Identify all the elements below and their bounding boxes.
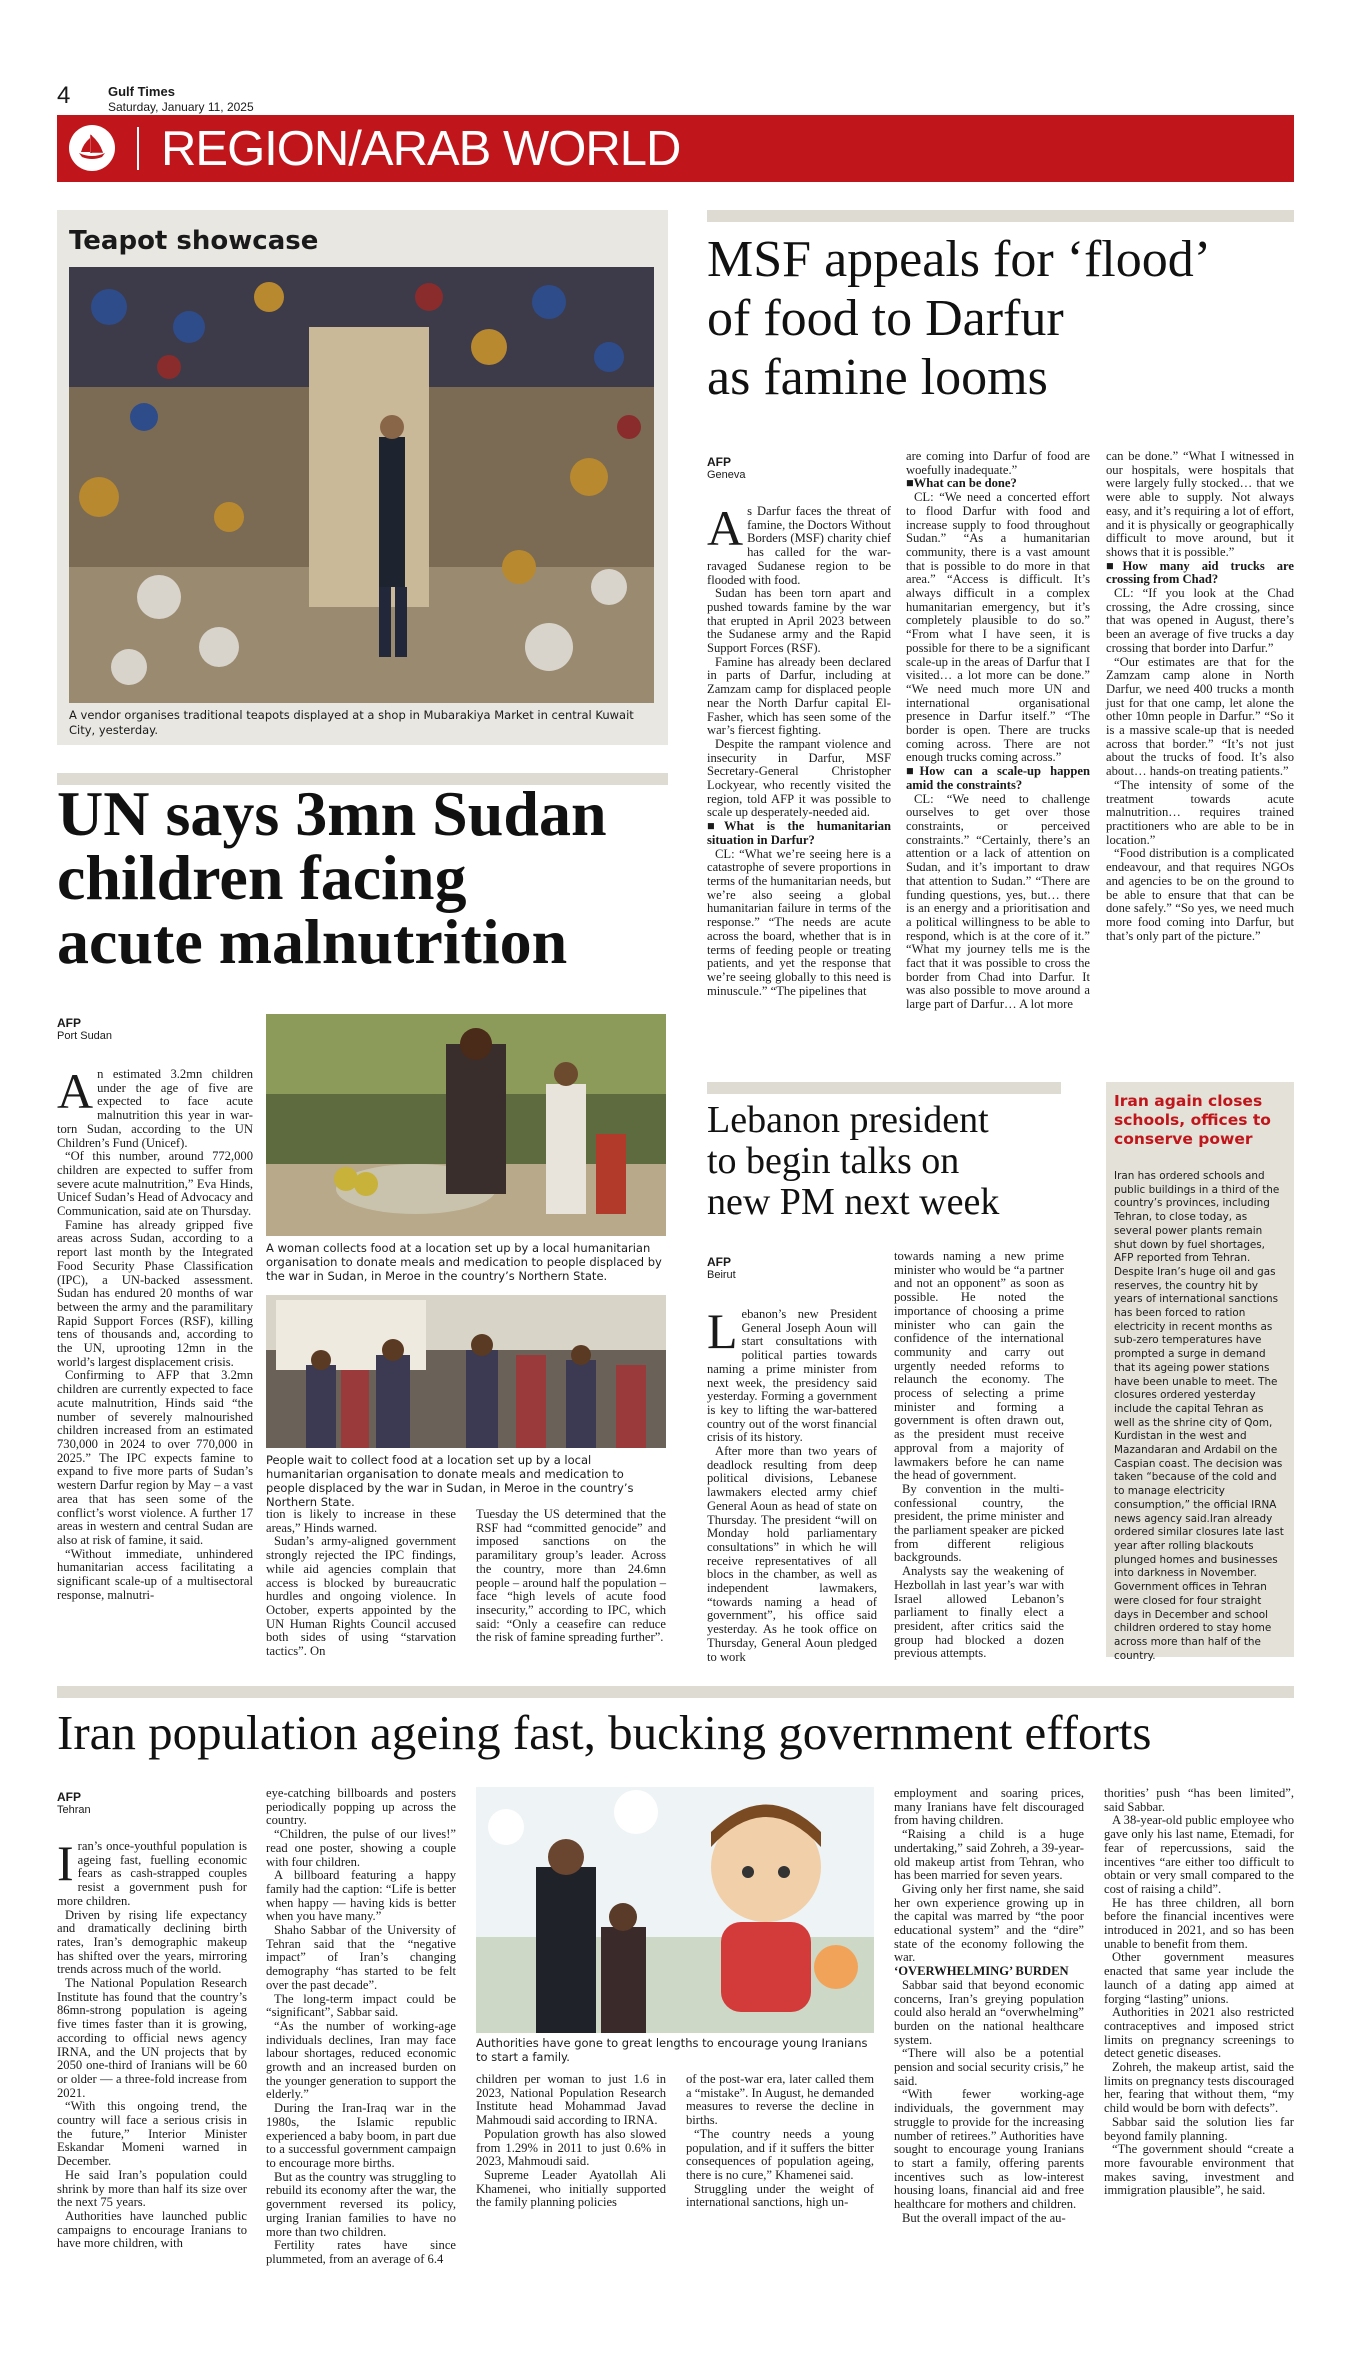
iran-pop-para: “Raising a child is a huge undertaking,” said Zohreh, a 39-year-old makeup artist from Tehran, who has been married for seven years.	[894, 1827, 1084, 1883]
sudan-food-photo-1	[266, 1014, 666, 1236]
msf-subhead: ■What is the humanitarian situation in Darfur?	[707, 819, 891, 847]
iran-pop-para: eye-catching billboards and posters periodically popping up across the country.	[266, 1786, 456, 1828]
iran-pop-para: But as the country was struggling to rebuild its economy after the war, the government reversed its policy, urging Iranian families to have no more than two children.	[266, 2169, 456, 2239]
un-dateline: Port Sudan	[57, 1030, 113, 1042]
iran-pop-agency: AFP	[57, 1790, 81, 1804]
sudan-food-photo-2	[266, 1295, 666, 1448]
un-para: “Without immediate, unhindered humanitarian access facilitating a significant scale-up of a multisectoral response, malnutri-	[57, 1546, 253, 1602]
iran-pop-para: During the Iran-Iraq war in the 1980s, the Islamic republic experienced a baby boom, in part due to a successful government campaign to encourage more births.	[266, 2101, 456, 2170]
section-banner	[57, 115, 1294, 182]
iran-pop-column-5	[894, 1787, 1084, 2226]
un-para: tion is likely to increase in these areas,” Hinds warned.	[266, 1507, 456, 1535]
un-para: “Of this number, around 772,000 children are expected to suffer from severe acute malnutrition,” Eva Hinds, Unicef Sudan’s Head of Advocacy and Communication, said ate on Thursday.	[57, 1149, 253, 1219]
iran-pop-para: “There will also be a potential pension and social security crisis,” he said.	[894, 2046, 1084, 2088]
sudan-photo-caption-2: People wait to collect food at a location set up by a local humanitarian organisation to donate meals and medication to people displaced by the war in Sudan, in Meroe in the country’s Northern State.	[266, 1453, 634, 1509]
msf-para: are coming into Darfur of food are woefully inadequate.”	[906, 449, 1090, 477]
msf-para: CL: “If you look at the Chad crossing, the Adre crossing, since that was opened in August, there’s been an average of five trucks a day crossing that border into Darfur.”	[1106, 586, 1294, 655]
un-para: n estimated 3.2mn children under the age of five are expected to face acute malnutrition this year in war-torn Sudan, according to the UN Children’s Fund (Unicef).	[57, 1067, 253, 1150]
un-column-3	[476, 1508, 666, 1645]
msf-para: “The intensity of some of the treatment towards acute malnutrition… requires trained practitioners who are able to be in location.”	[1106, 777, 1294, 847]
drop-cap: A	[707, 500, 744, 556]
un-headline-line: children facing	[57, 842, 467, 913]
drop-cap: I	[57, 1835, 74, 1891]
iran-pop-para: children per woman to just 1.6 in 2023, National Population Research Institute head Mohammad Javad Mahmoudi said according to IRNA.	[476, 2072, 666, 2128]
drop-cap: A	[57, 1063, 94, 1119]
iran-pop-column-3	[476, 2073, 666, 2210]
iran-mural-caption: Authorities have gone to great lengths to encourage young Iranians to start a family.	[476, 2036, 868, 2064]
msf-para: CL: “What we’re seeing here is a catastrophe of severe proportions in terms of the humanitarian needs, but we’re also seeing a global humanitarian failure in terms of the response.” “The needs are acute across the board, whether that is in terms of feeding people or treating patients, and yet the response that we’re seeing globally to this need is minuscule.” “The pipelines that	[707, 846, 891, 998]
iran-pop-para: The National Population Research Institute has found that the country’s 86mn-strong population is ageing five times faster than it is growing, according to official news agency IRNA, and the UN projects that by 2050 one-third of Iranians will be 60 or older — a three-fold increase from 2021.	[57, 1976, 247, 2100]
msf-top-rule	[707, 210, 1294, 222]
msf-column-3	[1106, 450, 1294, 943]
iran-pop-para: thorities’ push “has been limited”, said Sabbar.	[1104, 1786, 1294, 1814]
lebanon-para: By convention in the multi-confessional country, the president, the prime minister and the parliament speaker are picked from different religious backgrounds.	[894, 1481, 1064, 1565]
lebanon-headline	[707, 1100, 1067, 1223]
un-headline	[57, 778, 677, 977]
iran-pop-para: “With fewer working-age individuals, the government may struggle to provide for the increasing number of retirees.” Authorities have sought to encourage young Iranians to start a family, offering parents incentives such as low-interest housing loans, financial aid and free healthcare for mothers and children.	[894, 2087, 1084, 2212]
msf-column-2	[906, 450, 1090, 1012]
teapot-market-photo	[69, 267, 654, 703]
lebanon-para: After more than two years of deadlock resulting from deep political divisions, Lebanese lawmakers elected army chief General Aoun as head of state on Thursday. The president “will on Monday hold parliamentary consultations” in which he will receive representatives of all blocs in the chamber, as well as independent lawmakers, “towards naming a head of government”, his office said yesterday. As he took office on Thursday, General Aoun pledged to work	[707, 1444, 877, 1664]
msf-para: CL: “We need a concerted effort to flood Darfur with food and increase supply to food throughout Sudan.” “As a humanitarian community, there is a vast amount that is possible to do more in that area.” “Access is difficult. It’s always difficult in a complex humanitarian emergency, but it’s completely plausible to do so.” “From what I have seen, it is possible for there to be a significant scale-up in the areas of Darfur that I visited… a lot more can be done.” “We need much more UN and international organisational presence in Darfur itself.” “The border is open. There are trucks coming across. There are not enough trucks coming across.”	[906, 490, 1090, 765]
iran-pop-para: Authorities have launched public campaigns to encourage Iranians to have more children, with	[57, 2208, 247, 2251]
iran-pop-subhead: ‘OVERWHELMING’ BURDEN	[894, 1964, 1069, 1979]
msf-para: can be done.” “What I witnessed in our hospitals, were hospitals that were largely fully stocked… that we were able to supply. Not always easy, and it’s requiring a lot of effort, and it is physically or geographically difficult to move around, but it shows that it is possible.”	[1106, 449, 1294, 559]
lebanon-column-2	[894, 1250, 1064, 1661]
un-para: Confirming to AFP that 3.2mn children are currently expected to face acute malnutrition, Hinds said “the number of severely malnourished children increased from an estimated 730,000 in 2024 to over 770,000 in 2025.” The IPC expects famine to expand to five more parts of Sudan’s western Darfur region by May – a vast area that has seen some of the conflict’s worst violence. A further 17 areas in western and central Sudan are also at risk of famine, it said.	[57, 1368, 253, 1547]
msf-para: “Food distribution is a complicated endeavour, and that requires NGOs and agencies to be on the ground to be able to ensure that that can be done safely.” “So yes, we need much more food coming into Darfur, but that’s only part of the picture.”	[1106, 846, 1294, 943]
iran-pop-para: Shaho Sabbar of the University of Tehran said that the “negative impact” of Iran’s changing demography “has started to be felt over the past decade”.	[266, 1923, 456, 1992]
un-para: Sudan’s army-aligned government strongly rejected the IPC findings, while aid agencies complain that access is blocked by bureaucratic hurdles and ongoing violence. In October, experts appointed by the UN Human Rights Council accused both sides of using “starvation tactics”. On	[266, 1534, 456, 1659]
iran-schools-sidebar	[1106, 1082, 1294, 1662]
iran-pop-para: He has three children, all born before the financial incentives were introduced in 2021, and so has been unable to benefit from them.	[1104, 1895, 1294, 1951]
un-agency: AFP	[57, 1016, 81, 1030]
lebanon-para: Analysts say the weakening of Hezbollah in last year’s war with Israel allowed Lebanon’s parliament to finally elect a president, after critics said the group had blocked a dozen previous attempts.	[894, 1564, 1064, 1661]
msf-para: Famine has already been declared in parts of Darfur, including at Zamzam camp for displaced people near the North Darfur capital El-Fasher, which has seen some of the war’s fiercest fighting.	[707, 654, 891, 738]
iran-schools-body: Iran has ordered schools and public buildings in a third of the country’s provinces, including Tehran, to close today, as several power plants remain shut down by fuel shortages, AFP reported from Tehran. Despite Iran’s huge oil and gas reserves, the country hit by years of international sanctions has been forced to ration electricity in recent months as sub-zero temperatures have prompted a surge in demand that its ageing power stations have been unable to meet. The closures ordered yesterday include the capital Tehran as well as the shrine city of Qom, Kurdistan in the west and Mazandaran and Ardabil on the Caspian coast. The decision was taken “because of the cold and to manage electricity consumption,” the official IRNA news agency said.Iran already ordered similar closures late last year after rolling blackouts plunged homes and businesses into darkness in November. Government offices in Tehran were closed for four straight days in December and school children ordered to stay home across more than half of the country.	[1114, 1170, 1284, 1662]
lebanon-headline-line: Lebanon president	[707, 1099, 989, 1141]
issue-date: Saturday, January 11, 2025	[108, 100, 254, 114]
un-headline-line: acute malnutrition	[57, 906, 568, 977]
section-title: REGION/ARAB WORLD	[161, 122, 681, 176]
msf-headline-line: MSF appeals for ‘flood’	[707, 231, 1212, 288]
iran-pop-para: He said Iran’s population could shrink by more than half its size over the next 75 years.	[57, 2167, 247, 2210]
iran-pop-column-6	[1104, 1787, 1294, 2198]
sudan-photo-caption-1: A woman collects food at a location set up by a local humanitarian organisation to donate meals and medication to people displaced by the war in Sudan, in Meroe in the country’s Northern State.	[266, 1241, 662, 1283]
msf-headline	[707, 230, 1297, 407]
iran-pop-para: Sabbar said the solution lies far beyond family planning.	[1104, 2114, 1294, 2143]
iran-pop-para: Struggling under the weight of international sanctions, high un-	[686, 2181, 874, 2210]
lebanon-headline-line: to begin talks on	[707, 1140, 960, 1182]
iran-pop-para: Fertility rates have since plummeted, from an average of 6.4	[266, 2238, 456, 2266]
msf-agency: AFP	[707, 455, 731, 469]
iran-pop-para: Supreme Leader Ayatollah Ali Khamenei, who initially supported the family planning policies	[476, 2167, 666, 2210]
un-headline-line: UN says 3mn Sudan	[57, 778, 607, 849]
msf-para: s Darfur faces the threat of famine, the Doctors Without Borders (MSF) charity chief has called for the war-ravaged Sudanese region to be flooded with food.	[707, 504, 891, 587]
teapot-caption: A vendor organises traditional teapots displayed at a shop in Mubarakiya Market in central Kuwait City, yesterday.	[69, 708, 634, 737]
iran-pop-para: Authorities in 2021 also restricted contraceptives and imposed strict limits on pregnancy screenings to detect genetic diseases.	[1104, 2005, 1294, 2061]
iran-pop-para: Population growth has also slowed from 1.29% in 2011 to just 0.6% in 2023, Mahmoudi said.	[476, 2126, 666, 2169]
un-para: Famine has already gripped five areas across Sudan, according to a report last month by the Integrated Food Security Phase Classification (IPC), a UN-backed assessment. Sudan has endured 20 months of war between the army and the paramilitary Rapid Support Forces (RSF), killing tens of thousands and, according to the UN, uprooting 12mn in the world’s largest displacement crisis.	[57, 1217, 253, 1369]
msf-para: Despite the rampant violence and insecurity in Darfur, MSF Secretary-General Christopher Lockyear, who recently visited the region, told AFP it was possible to scale up desperately-needed aid.	[707, 736, 891, 820]
iran-pop-column-4	[686, 2073, 874, 2210]
msf-para: Sudan has been torn apart and pushed towards famine by the war that erupted in April 2023 between the Sudanese army and the Rapid Support Forces (RSF).	[707, 586, 891, 656]
iran-pop-para: “The country needs a young population, and if it suffers the bitter consequences of population ageing, there is no cure,” Khamenei said.	[686, 2126, 874, 2182]
iran-pop-para: ran’s once-youthful population is ageing fast, fuelling economic fears as cash-strapped couples resist a government push for more children.	[57, 1839, 247, 1908]
iran-pop-para: “The government should “create a more favourable environment that makes saving, investment and immigration plausible”, he said.	[1104, 2142, 1294, 2198]
drop-cap: L	[707, 1303, 738, 1359]
iran-pop-para: of the post-war era, later called them a “mistake”. In August, he demanded measures to reverse the decline in births.	[686, 2072, 874, 2128]
paper-name: Gulf Times	[108, 84, 175, 99]
iran-pop-para: But the overall impact of the au-	[902, 2210, 1066, 2225]
iran-pop-headline: Iran population ageing fast, bucking government efforts	[57, 1705, 1152, 1760]
msf-subhead: ■How can a scale-up happen amid the constraints?	[906, 764, 1090, 792]
iran-pop-dateline: Tehran	[57, 1804, 91, 1816]
iran-pop-para: Driven by rising life expectancy and dramatically declining birth rates, Iran’s demographic makeup has shifted over the years, mirroring trends across much of the world.	[57, 1907, 247, 1977]
un-para: Tuesday the US determined that the RSF had “committed genocide” and imposed sanctions on the paramilitary group’s leader. Across the country, more than 24.6mn people – around half the population – face “high levels of acute food insecurity,” according to IPC, which said: “Only a ceasefire can reduce the risk of famine spreading further”.	[476, 1507, 666, 1645]
iran-pop-para: Giving only her first name, she said her own experience growing up in the capital was marred by “the poor educational system” and the “dire” state of the economy following the war.	[894, 1881, 1084, 1965]
teapot-photo-box	[57, 210, 668, 745]
msf-dateline: Geneva	[707, 469, 746, 481]
teapot-title: Teapot showcase	[69, 226, 319, 256]
un-column-2	[266, 1508, 456, 1659]
iran-pop-para: A 38-year-old public employee who gave only his last name, Etemadi, for fear of repercussions, said the incentives “are either too difficult to obtain or very small compared to the cost of raising a child”.	[1104, 1813, 1294, 1896]
lebanon-column-1	[707, 1303, 877, 1664]
msf-para: CL: “We need to challenge ourselves to get over those constraints, or perceived constraints.” “Certainly, there’s an attention or a lack of attention on Sudan, and it’s important to draw that attention to Sudan.” “There are funding questions, yes, but… there is an energy and a prioritisation and a political willingness to be able to respond, which is at the core of it.” “What my journey tells me is the fact that it was possible to cross the border from Chad into Darfur. It was also possible to move around a large part of Darfur… A lot more	[906, 791, 1090, 1012]
iran-pop-para: “With this ongoing trend, the country will face a serious crisis in the future,” Interior Minister Eskandar Momeni warned in December.	[57, 2099, 247, 2169]
iran-schools-headline: Iran again closes schools, offices to conserve power	[1114, 1092, 1271, 1148]
iran-pop-para: A billboard featuring a happy family had the caption: “Life is better when happy — having kids is better when you have many.”	[266, 1868, 456, 1924]
lebanon-para: towards naming a new prime minister who would be “a partner and not an opponent” as soon as possible. He noted the importance of choosing a prime minister who can gain the confidence of the international community and carry out urgently needed reforms to relaunch the economy. The process of selecting a prime minister and forming a government is often drawn out, as the president must receive approval from a majority of lawmakers before he can name the head of government.	[894, 1249, 1064, 1483]
lebanon-top-rule	[707, 1082, 1061, 1094]
iran-pop-para: Zohreh, the makeup artist, said the limits on pregnancy tests discouraged her, fearing that without them, “my child would be born with defects”.	[1104, 2060, 1294, 2116]
iran-pop-column-2	[266, 1787, 456, 2267]
lebanon-agency: AFP	[707, 1255, 731, 1269]
lebanon-dateline: Beirut	[707, 1269, 736, 1281]
iran-pop-para: Sabbar said that beyond economic concerns, Iran’s greying population could also herald an “overwhelming” burden on the national healthcare system.	[894, 1977, 1084, 2047]
iran-pop-column-1	[57, 1835, 247, 2251]
lebanon-headline-line: new PM next week	[707, 1181, 1000, 1223]
msf-para: “Our estimates are that for the Zamzam camp alone in North Darfur, we need 400 trucks a month just for that one camp, let alone the other 10mn people in Darfur.” “So it is a massive scale-up that is needed across that border.” “It’s not just about the trucks of food. It’s also about… hands-on treating patients.”	[1106, 654, 1294, 779]
iran-pop-para: “As the number of working-age individuals declines, Iran may face labour shortages, reduced economic growth and an increased burden on the younger generation to support the elderly.”	[266, 2018, 456, 2102]
iran-pop-top-rule	[57, 1686, 1294, 1698]
lebanon-para: ebanon’s new President General Joseph Aoun will start consultations with political parties towards naming a prime minister from next week, the presidency said yesterday. Forming a government is key to lifting the war-battered country out of the worst financial crisis of its history.	[707, 1307, 877, 1445]
msf-headline-line: of food to Darfur	[707, 290, 1064, 347]
iran-pop-para: employment and soaring prices, many Iranians have felt discouraged from having children.	[894, 1786, 1084, 1828]
iran-pop-para: The long-term impact could be “significant”, Sabbar said.	[266, 1991, 456, 2020]
section-divider	[137, 127, 139, 170]
iran-mural-photo	[476, 1787, 874, 2033]
iran-pop-para: “Children, the pulse of our lives!” read one poster, showing a couple with four children.	[266, 1827, 456, 1869]
msf-subhead: ■What can be done?	[906, 476, 1017, 491]
page-number: 4	[57, 82, 71, 109]
iran-pop-para: Other government measures enacted that same year include the launch of a dating app aimed at forging “lasting” unions.	[1104, 1950, 1294, 2006]
dhow-logo-icon	[69, 125, 115, 171]
msf-headline-line: as famine looms	[707, 349, 1048, 406]
msf-subhead: ■How many aid trucks are crossing from Chad?	[1106, 558, 1294, 587]
un-column-1	[57, 1063, 253, 1602]
msf-column-1	[707, 500, 891, 998]
